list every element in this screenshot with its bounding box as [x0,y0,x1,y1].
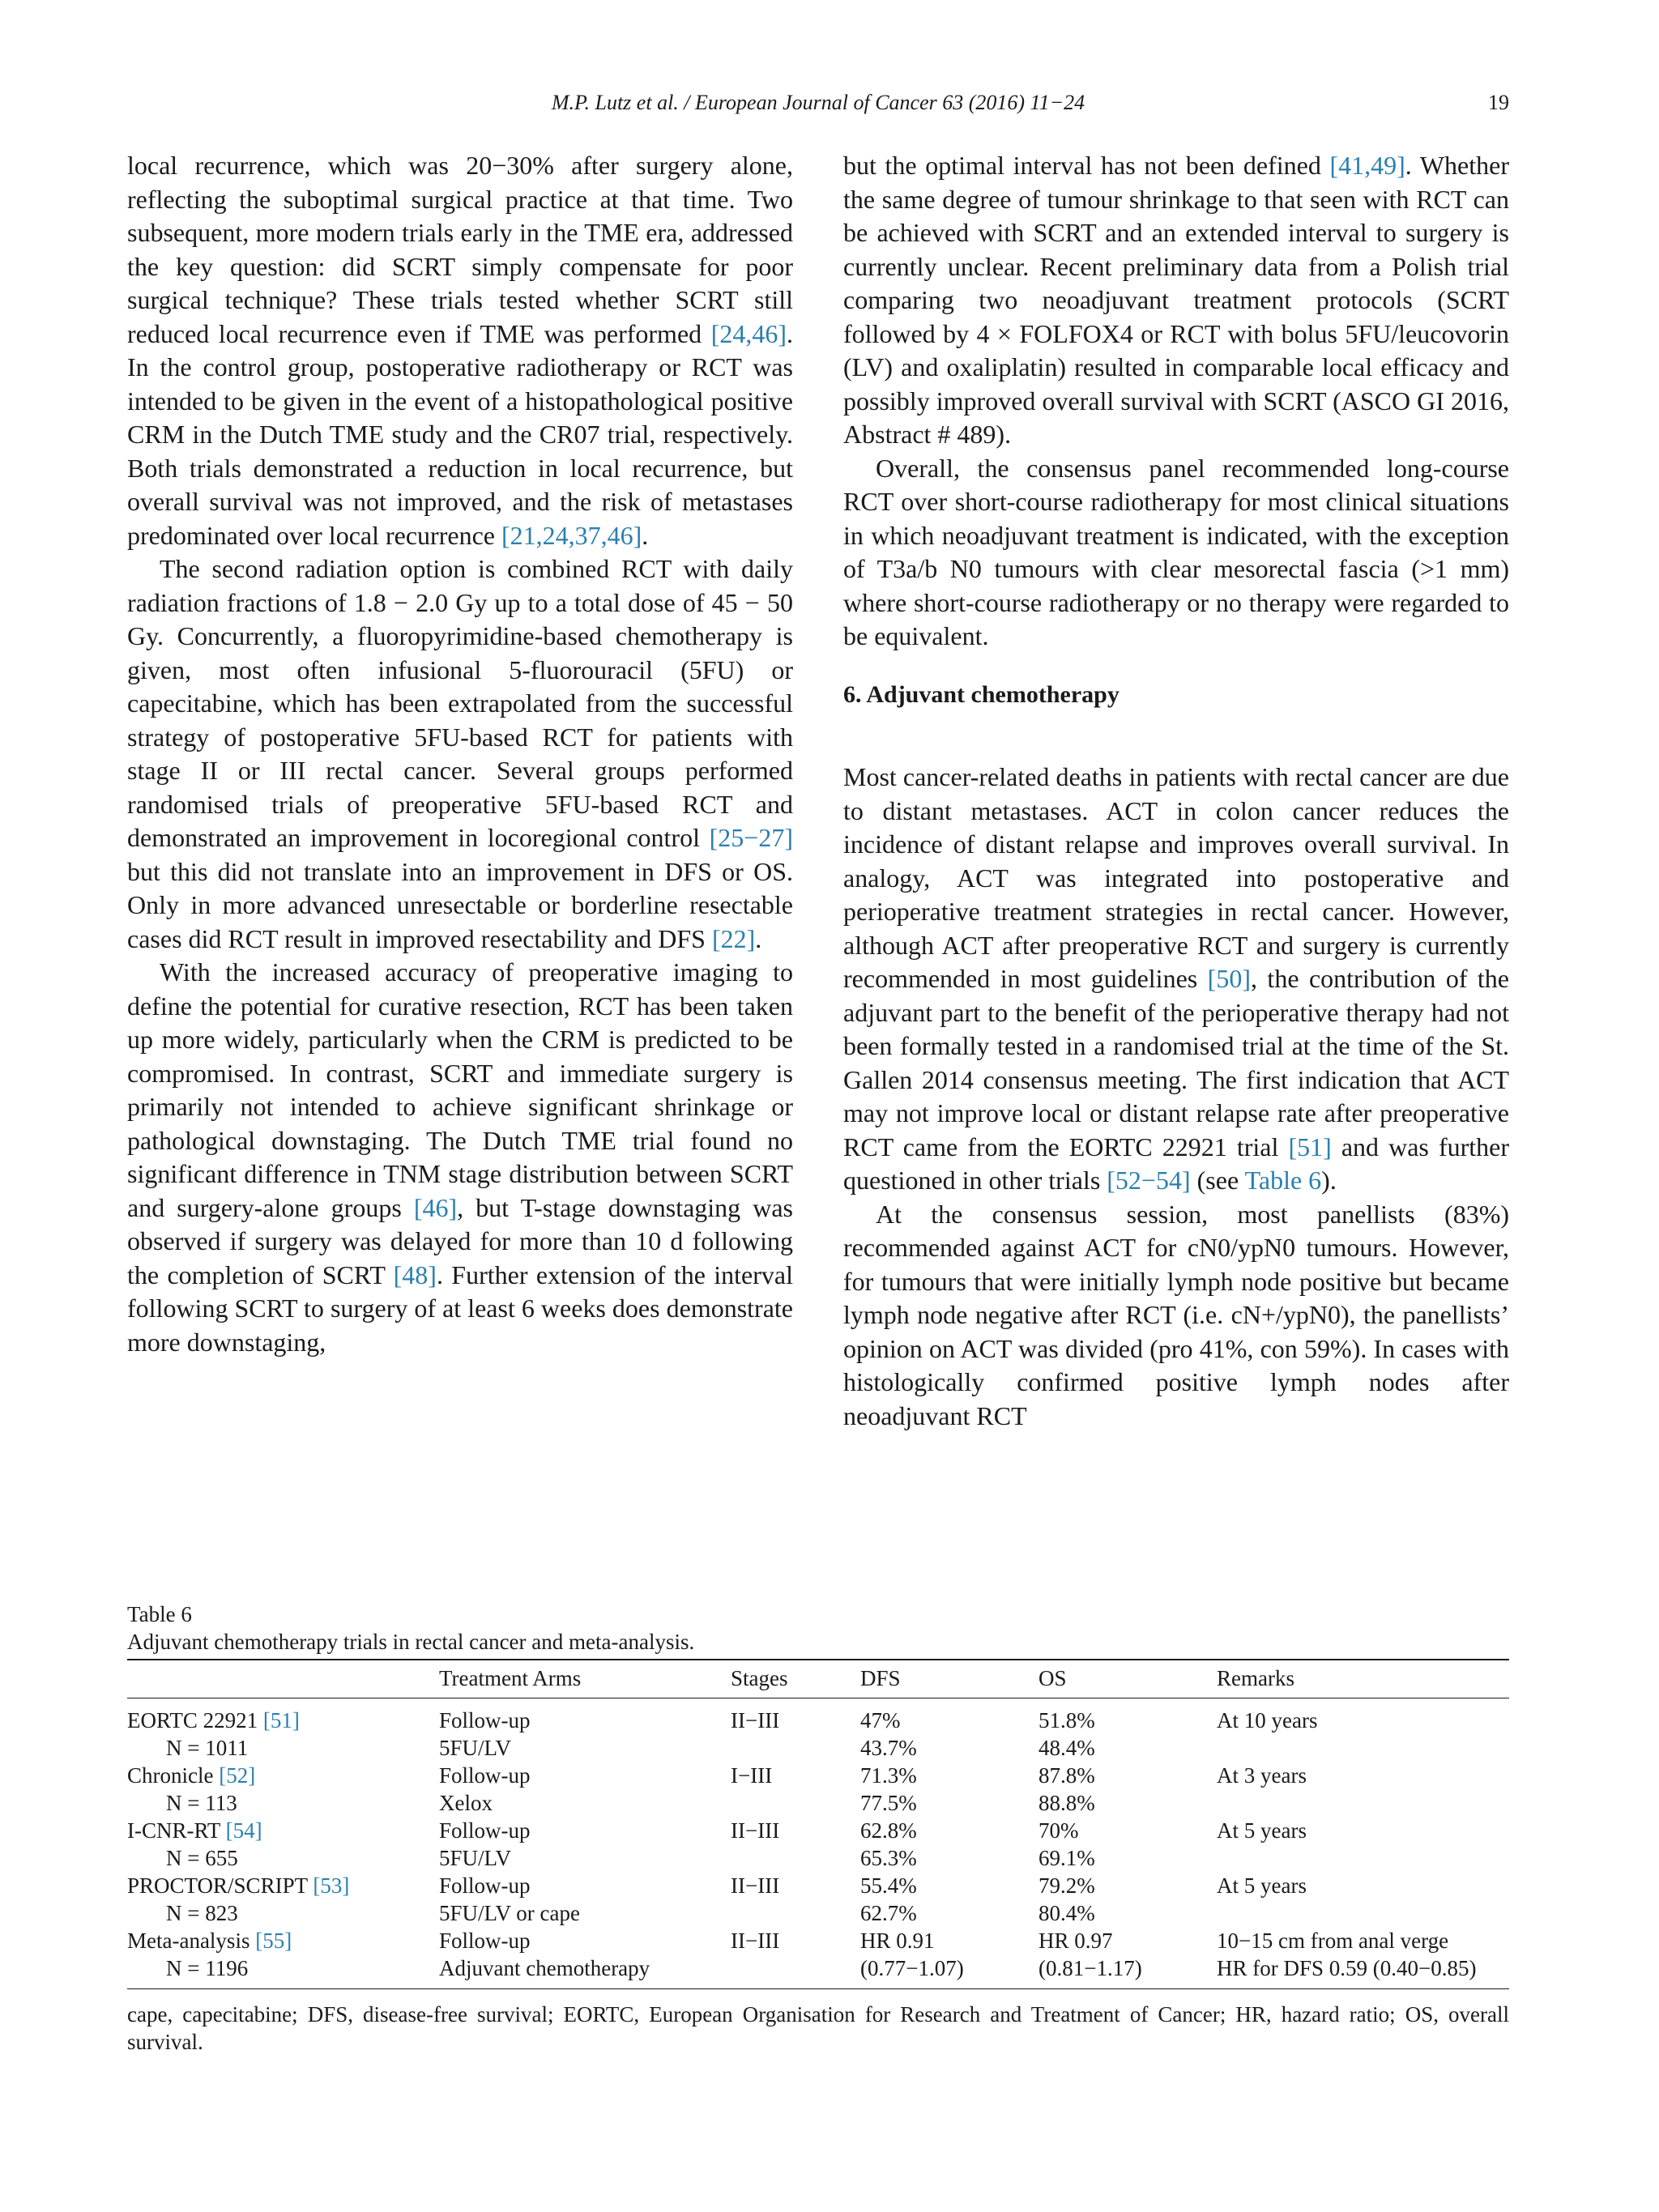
stages-cell [731,1844,860,1872]
dfs-cell: 77.5% [860,1791,917,1815]
arm-cell: Follow-up [439,1763,531,1788]
trial-name-cell [127,1872,439,1899]
trial-name-cell [127,1762,439,1789]
table-row [127,1872,1509,1899]
left-column [127,149,793,1359]
citation-link[interactable]: [48] [393,1259,437,1289]
remarks-cell: At 5 years [1217,1873,1307,1898]
trial-name: Chronicle [127,1763,220,1788]
paragraph [843,452,1509,654]
text-segment: but the optimal interval has not been defined [843,151,1330,180]
table-row [127,1762,1509,1789]
remarks-cell [1217,1789,1509,1817]
citation-link[interactable]: [21,24,37,46] [501,520,642,550]
stages-cell [731,1954,860,1989]
sample-size-cell: N = 1011 [166,1736,249,1760]
remarks-cell: HR for DFS 0.59 (0.40−0.85) [1217,1956,1477,1980]
arm-cell: Adjuvant chemotherapy [439,1956,650,1980]
citation-link[interactable]: [54] [225,1818,262,1843]
text-segment: local recurrence, which was 20−30% after surgery alone, reflecting the suboptimal surgical practice at that time. Two subsequent, more modern trials early in the TME era, addressed the key question: did SCRT simply compensate for poor surgical technique? These trials tested whether SCRT still reduced local recurrence even if TME was performed [127,151,793,348]
table-row [127,1734,1509,1762]
remarks-cell: At 10 years [1217,1708,1318,1733]
table-row [127,1927,1509,1954]
text-segment: . Further extension of the interval following SCRT to surgery of at least 6 weeks does demonstrate more downstaging, [127,1259,794,1357]
os-cell: 70% [1038,1818,1079,1843]
dfs-cell: 65.3% [860,1846,917,1870]
dfs-cell: 71.3% [860,1763,917,1788]
os-cell: HR 0.97 [1038,1929,1113,1953]
trials-table [127,1659,1509,1989]
text-segment: Most cancer-related deaths in patients with rectal cancer are due to distant metastases. ACT in colon cancer reduces the incidence of distant relapse and improves overall survival. In analogy, ACT was integrated into postoperative and perioperative treatment strategies in rectal cancer. However, although ACT after preoperative RCT and surgery is currently recommended in most guidelines [843,762,1509,993]
citation-link[interactable]: [50] [1207,964,1251,993]
arm-cell: 5FU/LV or cape [439,1901,580,1925]
column-header: Remarks [1217,1666,1294,1690]
dfs-cell: 47% [860,1708,901,1733]
table-row [127,1899,1509,1927]
text-segment: ). [1321,1166,1337,1195]
column-header: Stages [731,1666,788,1690]
paragraph [127,149,793,552]
text-segment: and was further questioned in other trials [843,1132,1510,1195]
os-cell: 51.8% [1038,1708,1095,1733]
trial-name: EORTC 22921 [127,1708,263,1733]
paragraph [127,552,793,956]
dfs-cell: (0.77−1.07) [860,1956,964,1980]
paragraph [843,149,1509,452]
text-segment: . [642,520,649,550]
remarks-cell: At 5 years [1217,1818,1307,1843]
sample-size-cell: N = 823 [166,1901,238,1925]
arm-cell: 5FU/LV [439,1736,512,1760]
journal-citation: M.P. Lutz et al. / European Journal of Cancer 63 (2016) 11−24 [551,91,1085,114]
column-header: DFS [860,1666,901,1690]
citation-link[interactable]: [46] [413,1192,458,1222]
page-number: 19 [1488,91,1509,114]
paragraph [843,761,1509,1198]
citation-link[interactable]: [22] [711,923,756,953]
trial-name-cell [127,1927,439,1954]
text-segment: Overall, the consensus panel recommended long-course RCT over short-course radiotherapy for most clinical situations in which neoadjuvant treatment is indicated, with the exception of T3a/b N0 tumours with clear mesorectal fascia (>1 mm) where short-course radiotherapy or no therapy were regarded to be equivalent. [843,453,1509,650]
dfs-cell: 62.7% [860,1901,917,1925]
table-header-row [127,1660,1509,1698]
text-segment: , the contribution of the adjuvant part to the benefit of the perioperative therapy had not been formally tested in a randomised trial at the time of the St. Gallen 2014 consensus meeting. The first indication that ACT may not improve local or distant relapse rate after preoperative RCT came from the EORTC 22921 trial [843,964,1510,1161]
column-header: OS [1038,1666,1067,1690]
stages-cell [731,1789,860,1817]
dfs-cell: 43.7% [860,1736,917,1760]
text-segment: At the consensus session, most panellists (83%) recommended against ACT for cN0/ypN0 tumours. However, for tumours that were initially lymph node positive but became lymph node negative after RCT (i.e. cN+/ypN0), the panellists’ opinion on ACT was divided (pro 41%, con 59%). In cases with histologically confirmed positive lymph nodes after neoadjuvant RCT [843,1199,1509,1430]
trial-name-cell [127,1698,439,1735]
table-row [127,1789,1509,1817]
citation-link[interactable]: [52−54] [1107,1166,1191,1195]
column-header: Treatment Arms [439,1666,582,1690]
trial-name-cell [127,1817,439,1844]
arm-cell: Follow-up [439,1818,531,1843]
stages-cell: II−III [731,1929,780,1953]
remarks-cell: 10−15 cm from anal verge [1217,1929,1449,1953]
sample-size-cell: N = 1196 [166,1956,249,1980]
arm-cell: Follow-up [439,1873,531,1898]
os-cell: (0.81−1.17) [1038,1956,1142,1980]
citation-link[interactable]: [25−27] [709,823,793,852]
trial-name: I-CNR-RT [127,1818,226,1843]
arm-cell: 5FU/LV [439,1846,512,1870]
os-cell: 48.4% [1038,1736,1095,1760]
remarks-cell [1217,1734,1509,1762]
right-column [843,149,1509,1433]
table-footnote: cape, capecitabine; DFS, disease-free survival; EORTC, European Organisation for Research and Treatment of Cancer; HR, hazard ratio; OS, overall survival. [127,2002,1509,2054]
arm-cell: Follow-up [439,1929,531,1953]
trial-name: PROCTOR/SCRIPT [127,1873,313,1898]
arm-cell: Follow-up [439,1708,531,1733]
text-segment: , but T-stage downstaging was observed if surgery was delayed for more than 10 d following the completion of SCRT [127,1192,794,1289]
paragraph [127,956,793,1359]
os-cell: 79.2% [1038,1873,1095,1898]
citation-link[interactable]: [53] [313,1873,350,1898]
text-segment: but this did not translate into an improvement in DFS or OS. Only in more advanced unresectable or borderline resectable cases did RCT result in improved resectability and DFS [127,856,793,953]
citation-link[interactable]: [52] [219,1763,256,1788]
text-segment: (see [1190,1166,1245,1195]
dfs-cell: 62.8% [860,1818,917,1843]
os-cell: 87.8% [1038,1763,1095,1788]
text-segment: With the increased accuracy of preoperative imaging to define the potential for curative resection, RCT has been taken up more widely, particularly when the CRM is predicted to be compromised. In contrast, SCRT and immediate surgery is primarily not intended to achieve significant shrinkage or pathological downstaging. The Dutch TME trial found no significant difference in TNM stage distribution between SCRT and surgery-alone groups [127,957,793,1222]
running-header [127,91,1509,123]
dfs-cell: HR 0.91 [860,1929,935,1953]
table-row [127,1954,1509,1989]
table-body [127,1698,1509,1989]
citation-link[interactable]: [55] [255,1929,292,1953]
table-label: Table 6 [127,1602,192,1626]
text-segment: . Whether the same degree of tumour shrinkage to that seen with RCT can be achieved with SCRT and an extended interval to surgery is currently unclear. Recent preliminary data from a Polish trial comparing two neoadjuvant treatment protocols (SCRT followed by 4 × FOLFOX4 or RCT with bolus 5FU/leucovorin (LV) and oxaliplatin) resulted in comparable local efficacy and possibly improved overall survival with SCRT (ASCO GI 2016, Abstract # 489). [843,151,1510,449]
text-segment: The second radiation option is combined RCT with daily radiation fractions of 1.8 − 2.0 Gy up to a total dose of 45 − 50 Gy. Concurrently, a fluoropyrimidine-based chemotherapy is given, most often infusional 5-fluorouracil (5FU) or capecitabine, which has been extrapolated from the successful strategy of postoperative 5FU-based RCT for patients with stage II or III rectal cancer. Several groups performed randomised trials of preoperative 5FU-based RCT and demonstrated an improvement in locoregional control [127,554,793,852]
table-title: Adjuvant chemotherapy trials in rectal cancer and meta-analysis. [127,1630,695,1654]
section-heading: 6. Adjuvant chemotherapy [843,680,1120,708]
arm-cell: Xelox [439,1791,493,1815]
citation-link[interactable]: [51] [1288,1132,1332,1161]
citation-link[interactable]: Table 6 [1244,1166,1322,1195]
remarks-cell [1217,1899,1509,1927]
stages-cell: II−III [731,1708,780,1733]
citation-link[interactable]: [41,49] [1329,151,1405,180]
sample-size-cell: N = 655 [166,1846,238,1870]
stages-cell [731,1734,860,1762]
citation-link[interactable]: [51] [262,1708,300,1733]
stages-cell [731,1899,860,1927]
column-header [127,1660,439,1698]
table-row [127,1817,1509,1844]
citation-link[interactable]: [24,46] [710,318,787,348]
stages-cell: II−III [731,1873,780,1898]
table-row [127,1844,1509,1872]
os-cell: 69.1% [1038,1846,1095,1870]
table-row [127,1698,1509,1735]
text-segment: . [755,923,762,953]
remarks-cell [1217,1844,1509,1872]
text-segment: . In the control group, postoperative radiotherapy or RCT was intended to be given in the event of a histopathological positive CRM in the Dutch TME study and the CR07 trial, respectively. Both trials demonstrated a reduction in local recurrence, but overall survival was not improved, and the risk of metastases predominated over local recurrence [127,318,793,550]
os-cell: 88.8% [1038,1791,1095,1815]
table-6 [127,1600,1509,2056]
dfs-cell: 55.4% [860,1873,917,1898]
remarks-cell: At 3 years [1217,1763,1307,1788]
os-cell: 80.4% [1038,1901,1095,1925]
stages-cell: I−III [731,1763,773,1788]
sample-size-cell: N = 113 [166,1791,237,1815]
paragraph [843,1198,1509,1434]
trial-name: Meta-analysis [127,1929,256,1953]
stages-cell: II−III [731,1818,780,1843]
